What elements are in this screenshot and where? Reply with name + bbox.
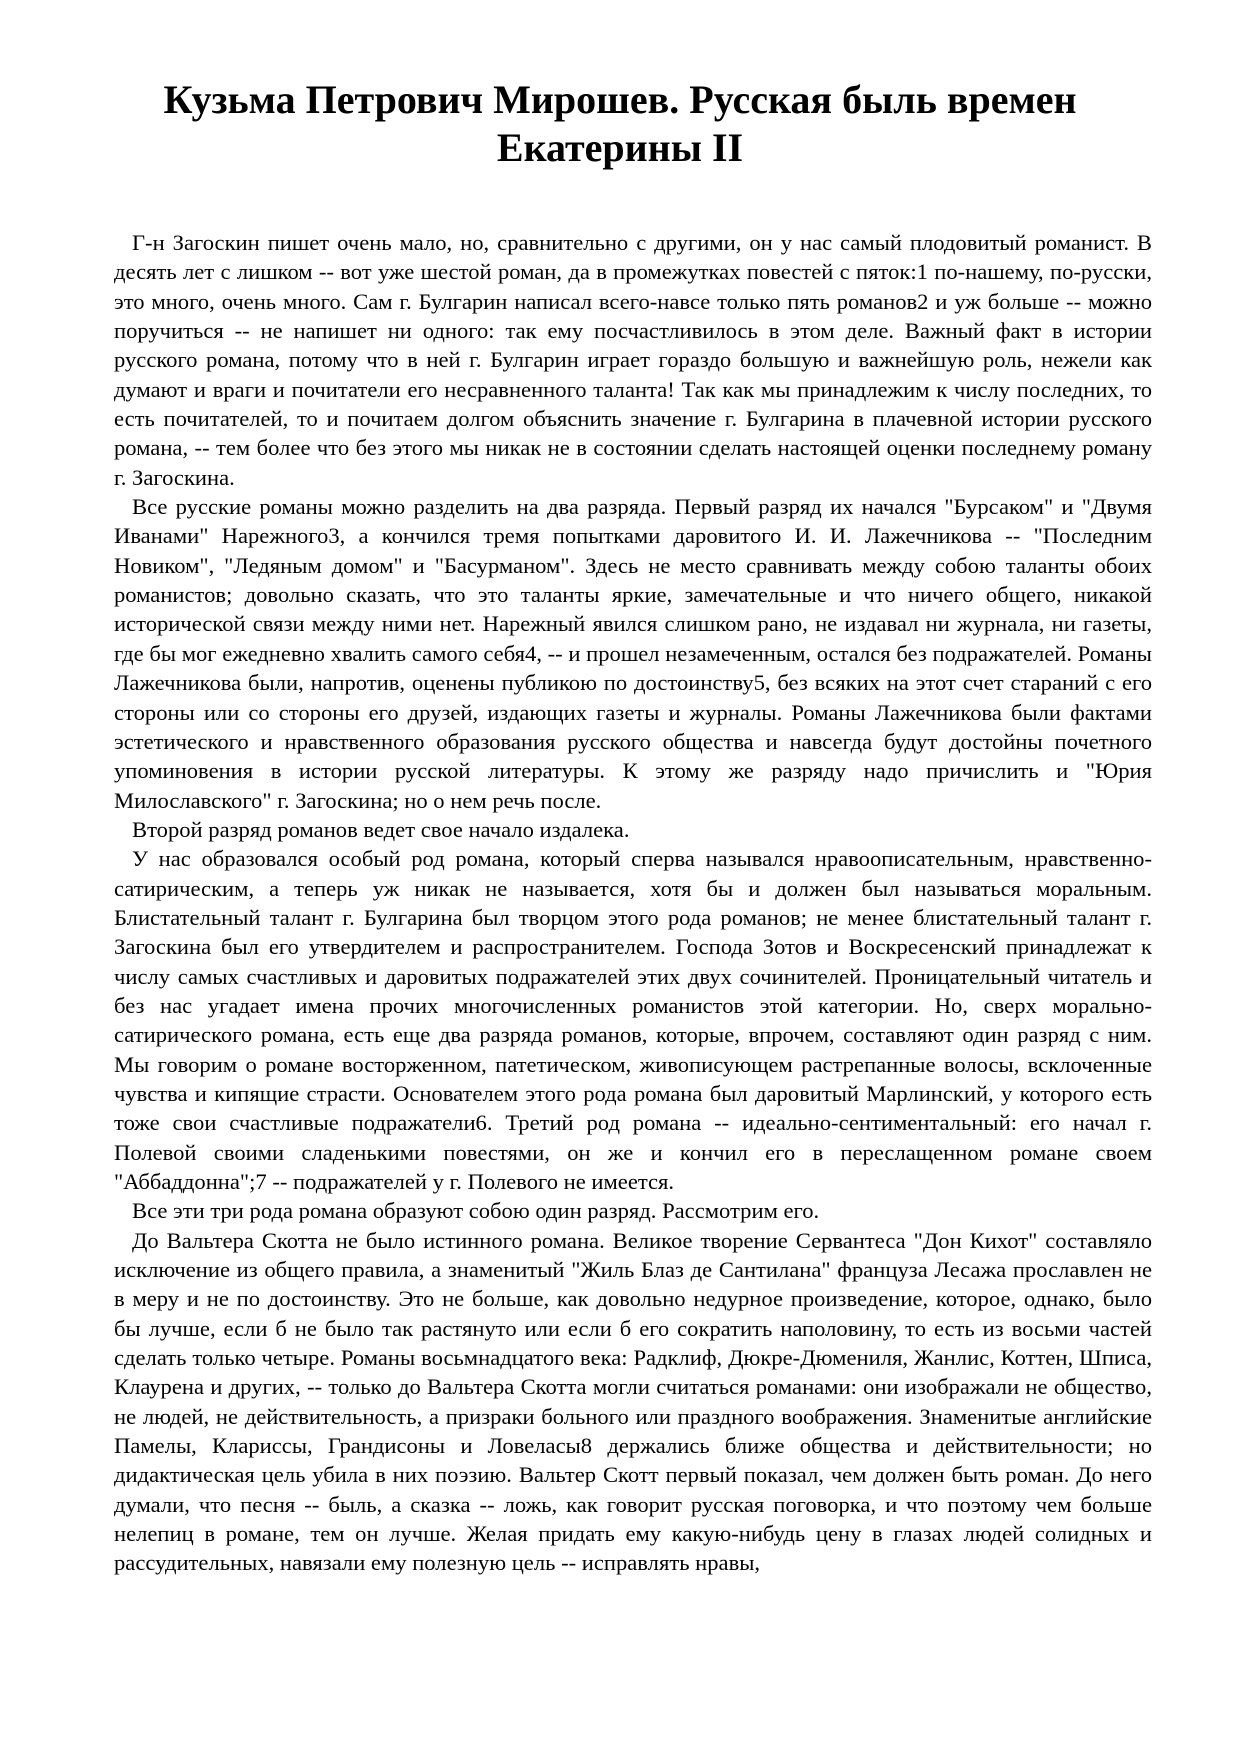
paragraph-1: Г-н Загоскин пишет очень мало, но, сравнительно с другими, он у нас самый плодовитый романист. В десять лет с лишком -- вот уже шестой роман, да в промежутках повестей с пяток:1 по-нашему, по-русски, это много, очень много. Сам г. Булгарин написал всего-навсе только пять романов2 и уж больше -- можно поручиться -- не напишет ни одного: так ему посчастливилось в этом деле. Важный факт в истории русского романа, потому что в ней г. Булгарин играет гораздо большую и важнейшую роль, нежели как думают и враги и почитатели его несравненного таланта! Так как мы принадлежим к числу последних, то есть почитателей, то и почитаем долгом объяснить значение г. Булгарина в плачевной истории русского романа, -- тем более что без этого мы никак не в состоянии сделать настоящей оценки последнему роману г. Загоскина. <box>114 230 1152 490</box>
body-text <box>114 228 1152 1578</box>
title-line-1: Кузьма Петрович Мирошев. Русская быль времен <box>163 77 1077 122</box>
paragraph-3: Второй разряд романов ведет свое начало издалека. <box>132 816 630 842</box>
paragraph-6: До Вальтера Скотта не было истинного романа. Великое творение Сервантеса "Дон Кихот" составляло исключение из общего правила, а знаменитый "Жиль Блаз де Сантилана" француза Лесажа прославлен не в меру и не по достоинству. Это не больше, как довольно недурное произведение, которое, однако, было бы лучше, если б не было так растянуто или если б его сократить наполовину, то есть из восьми частей сделать только четыре. Романы восьмнадцатого века: Радклиф, Дюкре-Дюмениля, Жанлис, Коттен, Шписа, Клаурена и других, -- только до Вальтера Скотта могли считаться романами: они изображали не общество, не людей, не действительность, а призраки больного или праздного воображения. Знаменитые английские Памелы, Клариссы, Грандисоны и Ловеласы8 держались ближе общества и действительности; но дидактическая цель убила в них поэзию. Вальтер Скотт первый показал, чем должен быть роман. До него думали, что песня -- быль, а сказка -- ложь, как говорит русская поговорка, и что поэтому чем больше нелепиц в романе, тем он лучше. Желая придать ему какую-нибудь цену в глазах людей солидных и рассудительных, навязали ему полезную цель -- исправлять нравы, <box>114 1227 1152 1576</box>
paragraph-2: Все русские романы можно разделить на два разряда. Первый разряд их начался "Бурсаком" и "Двумя Иванами" Нарежного3, а кончился тремя попытками даровитого И. И. Лажечникова -- "Последним Новиком", "Ледяным домом" и "Басурманом". Здесь не место сравнивать между собою таланты обоих романистов; довольно сказать, что это таланты яркие, замечательные и что ничего общего, никакой исторической связи между ними нет. Нарежный явился слишком рано, не издавал ни журнала, ни газеты, где бы мог ежедневно хвалить самого себя4, -- и прошел незамеченным, остался без подражателей. Романы Лажечникова были, напротив, оценены публикою по достоинству5, без всяких на этот счет стараний с его стороны или со стороны его друзей, издающих газеты и журналы. Романы Лажечникова были фактами эстетического и нравственного образования русского общества и навсегда будут достойны почетного упоминовения в истории русской литературы. К этому же разряду надо причислить и "Юрия Милославского" г. Загоскина; но о нем речь после. <box>114 494 1152 813</box>
title-line-2: Екатерины II <box>496 125 744 170</box>
paragraph-4: У нас образовался особый род романа, который сперва назывался нравоописательным, нравственно-сатирическим, а теперь уж никак не называется, хотя бы и должен был называться моральным. Блистательный талант г. Булгарина был творцом этого рода романов; не менее блистательный талант г. Загоскина был его утвердителем и распространителем. Господа Зотов и Воскресенский принадлежат к числу самых счастливых и даровитых подражателей этих двух сочинителей. Проницательный читатель и без нас угадает имена прочих многочисленных романистов этой категории. Но, сверх морально-сатирического романа, есть еще два разряда романов, которые, впрочем, составляют один разряд с ним. Мы говорим о романе восторженном, патетическом, живописующем растрепанные волосы, всклоченные чувства и кипящие страсти. Основателем этого рода романа был даровитый Марлинский, у которого есть тоже свои счастливые подражатели6. Третий род романа -- идеально-сентиментальный: его начал г. Полевой своими сладенькими повестями, он же и кончил его в переслащенном романе своем "Аббаддонна";7 -- подражателей у г. Полевого не имеется. <box>114 846 1152 1194</box>
paragraph-5: Все эти три рода романа образуют собою один разряд. Рассмотрим его. <box>132 1198 820 1224</box>
document-title <box>110 76 1130 172</box>
